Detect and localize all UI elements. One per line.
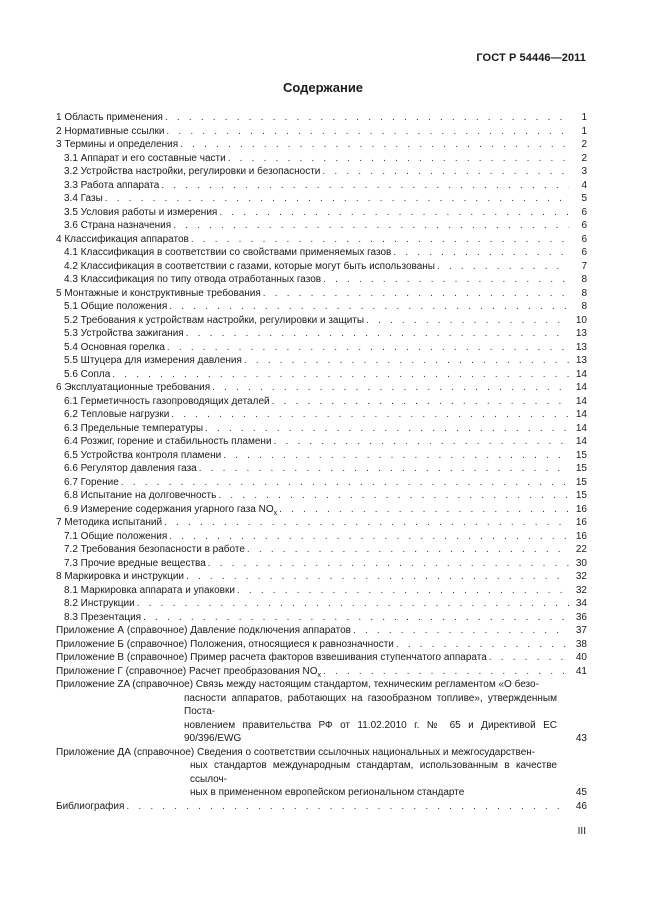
toc-entry[interactable]	[56, 260, 587, 274]
dot-leader	[165, 111, 569, 125]
toc-entry[interactable]	[56, 638, 587, 652]
toc-entry-label: 6.7 Горение	[64, 476, 119, 488]
toc-entry[interactable]	[56, 516, 587, 530]
toc-entry-label: 2 Нормативные ссылки	[56, 125, 165, 137]
toc-entry-page: 34	[575, 598, 587, 609]
toc-entry[interactable]	[56, 476, 587, 490]
toc-entry-page: 14	[575, 368, 587, 380]
toc-entry-label: 5.2 Требования к устройствам настройки, регулировки и защиты	[64, 314, 365, 326]
dot-leader	[169, 300, 569, 314]
toc-entry-label: 3.5 Условия работы и измерения	[64, 206, 218, 218]
dot-leader	[437, 260, 569, 274]
toc-entry[interactable]	[56, 179, 587, 193]
toc-entry[interactable]	[56, 219, 587, 233]
dot-leader	[393, 246, 569, 260]
toc-entry-page: 41	[575, 665, 587, 677]
toc-entry-label	[56, 746, 571, 800]
toc-entry[interactable]	[56, 489, 587, 503]
toc-entry-label: 5.6 Сопла	[64, 368, 111, 380]
dot-leader	[121, 476, 569, 490]
toc-entry-page: 13	[575, 355, 587, 366]
toc-entry-label: 6.3 Предельные температуры	[64, 422, 204, 434]
toc-entry[interactable]	[56, 624, 587, 638]
toc-entry-page: 8	[581, 301, 587, 312]
dot-leader	[143, 611, 569, 625]
toc-entry-page: 4	[581, 179, 587, 191]
toc-entry-page: 16	[575, 503, 587, 515]
toc-entry-page: 1	[581, 112, 587, 123]
dot-leader	[223, 449, 569, 463]
toc-entry[interactable]	[56, 341, 587, 355]
dot-leader	[323, 273, 569, 287]
toc-entry[interactable]	[56, 138, 587, 152]
toc-entry-label: 7.1 Общие положения	[64, 530, 168, 542]
dot-leader	[396, 638, 569, 652]
dot-leader	[180, 138, 569, 152]
toc-entry[interactable]	[56, 246, 587, 260]
dot-leader	[323, 665, 569, 679]
toc-entry-page: 15	[575, 476, 587, 488]
toc-entry-label: 6.5 Устройства контроля пламени	[64, 449, 222, 461]
toc-entry-label: 4.2 Классификация в соответствии с газами, которые могут быть использованы	[64, 260, 435, 272]
dot-leader	[112, 368, 569, 382]
toc-entry-label: Приложение В (справочное) Пример расчета факторов взвешивания ступенчатого аппарата	[56, 652, 487, 663]
toc-entry-page: 10	[575, 314, 587, 326]
toc-entry[interactable]	[56, 381, 587, 395]
toc-entry[interactable]	[56, 300, 587, 314]
toc-entry-page: 32	[575, 584, 587, 596]
toc-entry[interactable]	[56, 422, 587, 436]
toc-entry-label: 8 Маркировка и инструкции	[56, 571, 185, 582]
dot-leader	[167, 341, 569, 355]
toc-entry[interactable]	[56, 503, 587, 517]
toc-entry[interactable]	[56, 570, 587, 584]
toc-entry-label: 5.3 Устройства зажигания	[64, 328, 184, 339]
dot-leader	[228, 152, 569, 166]
toc-entry-page: 2	[581, 139, 587, 150]
toc-entry-page: 46	[575, 800, 587, 812]
toc-entry-page: 38	[575, 638, 587, 650]
dot-leader	[219, 206, 569, 220]
toc-entry[interactable]	[56, 597, 587, 611]
toc-entry-page: 3	[581, 166, 587, 177]
toc-entry-label: 3.6 Страна назначения	[64, 220, 172, 231]
dot-leader	[137, 597, 569, 611]
toc-entry-label: 5.1 Общие положения	[64, 301, 168, 312]
toc-entry[interactable]	[56, 530, 587, 544]
toc-entry-page: 14	[575, 409, 587, 420]
toc-entry[interactable]	[56, 192, 587, 206]
toc-entry-label: 3.4 Газы	[64, 193, 103, 204]
toc-entry-label: 8.3 Презентация	[64, 611, 142, 623]
toc-entry-label: 6.8 Испытание на долговечность	[64, 490, 217, 501]
document-header: ГОСТ Р 54446—2011	[476, 52, 586, 64]
toc-entry-page: 15	[575, 463, 587, 474]
toc-entry[interactable]	[56, 233, 587, 247]
toc-entry-label: 5 Монтажные и конструктивные требования	[56, 287, 261, 299]
toc-entry-page: 6	[581, 206, 587, 218]
toc-entry-page: 6	[581, 247, 587, 258]
toc-entry-label: 6.1 Герметичность газопроводящих деталей	[64, 395, 270, 407]
toc-entry-page: 15	[575, 449, 587, 461]
toc-entry[interactable]	[56, 462, 587, 476]
page-number: III	[577, 826, 586, 837]
toc-entry-label: 6.4 Розжиг, горение и стабильность пламени	[64, 436, 272, 447]
toc-entry-label	[56, 678, 571, 746]
toc-entry-label: 3.1 Аппарат и его составные части	[64, 152, 226, 164]
toc-entry-page: 8	[581, 287, 587, 299]
toc-entry-page: 30	[575, 557, 587, 569]
toc-entry-label: 6.2 Тепловые нагрузки	[64, 409, 170, 420]
toc-entry-label: 6 Эксплуатационные требования	[56, 382, 211, 393]
toc-entry-page: 36	[575, 611, 587, 623]
toc-entry-page: 15	[575, 490, 587, 501]
toc-entry-label: 5.5 Штуцера для измерения давления	[64, 355, 242, 366]
dot-leader	[166, 125, 569, 139]
dot-leader	[169, 530, 569, 544]
toc-entry[interactable]	[56, 395, 587, 409]
dot-leader	[353, 624, 569, 638]
toc-entry-page: 14	[575, 436, 587, 447]
toc-entry-line: пасности аппаратов, работающих на газообразном топливе», утвержденным Поста-	[184, 692, 557, 717]
dot-leader	[171, 408, 569, 422]
toc-entry-page: 22	[575, 544, 587, 555]
toc-entry-page: 14	[575, 395, 587, 407]
toc-entry[interactable]	[56, 435, 587, 449]
dot-leader	[247, 543, 569, 557]
dot-leader	[205, 422, 569, 436]
page-title: Содержание	[282, 80, 364, 95]
dot-leader	[161, 179, 569, 193]
toc-entry-label: Приложение А (справочное) Давление подключения аппаратов	[56, 625, 351, 636]
toc-entry-multiline[interactable]	[56, 746, 587, 800]
toc-entry[interactable]	[56, 611, 587, 625]
toc-entry[interactable]	[56, 543, 587, 557]
toc-entry-label: 7 Методика испытаний	[56, 517, 163, 528]
toc-entry[interactable]	[56, 327, 587, 341]
toc-entry-page: 16	[575, 530, 587, 542]
dot-leader	[105, 192, 569, 206]
toc-entry[interactable]	[56, 152, 587, 166]
toc-entry-label: 4.3 Классификация по типу отвода отработанных газов	[64, 274, 322, 285]
toc-entry-page: 6	[581, 233, 587, 245]
dot-leader	[126, 800, 569, 814]
dot-leader	[164, 516, 569, 530]
dot-leader	[218, 489, 569, 503]
toc-entry-label: 1 Область применения	[56, 112, 163, 123]
toc-entry-label: 4.1 Классификация в соответствии со свойствами применяемых газов	[64, 247, 392, 258]
toc-entry-label: 7.3 Прочие вредные вещества	[64, 557, 206, 569]
toc-entry-label: 6.9 Измерение содержания угарного газа $NO_x$	[64, 503, 278, 517]
toc-entry-page: 45	[575, 787, 587, 798]
toc-entry-label: 8.1 Маркировка аппарата и упаковки	[64, 584, 235, 596]
toc-entry[interactable]	[56, 314, 587, 328]
toc-entry-line: Приложение ДА (справочное) Сведения о соответствии ссылочных национальных и межгосударствен-	[56, 746, 536, 758]
toc-entry-line: новлением правительства РФ от 11.02.2010 г. № 65 и Директивой ЕС 90/396/EWG	[184, 719, 557, 744]
toc-entry[interactable]	[56, 800, 587, 814]
toc-entry-multiline[interactable]	[56, 678, 587, 746]
toc-entry[interactable]	[56, 206, 587, 220]
toc-entry-page: 37	[575, 625, 587, 636]
dot-leader	[244, 354, 569, 368]
toc-entry[interactable]	[56, 408, 587, 422]
dot-leader	[199, 462, 569, 476]
toc-entry-label: 8.2 Инструкции	[64, 598, 135, 609]
toc-entry-line: ных стандартов международным стандартам, использованным в качестве ссылоч-	[190, 760, 557, 785]
dot-leader	[274, 435, 569, 449]
toc-entry-page: 5	[581, 193, 587, 204]
toc-entry[interactable]	[56, 273, 587, 287]
toc-entry-page: 14	[575, 382, 587, 393]
toc-entry-label: 3.2 Устройства настройки, регулировки и безопасности	[64, 166, 321, 177]
toc-entry[interactable]	[56, 665, 587, 679]
toc-entry-page: 43	[575, 733, 587, 744]
dot-leader	[186, 327, 569, 341]
toc-entry[interactable]	[56, 165, 587, 179]
toc-entry-page: 32	[575, 571, 587, 582]
subscript: x	[273, 509, 278, 517]
toc-entry-line: ных в примененном европейском региональном стандарте	[190, 787, 465, 798]
toc-entry[interactable]	[56, 557, 587, 571]
toc-entry-page: 13	[575, 341, 587, 353]
dot-leader	[322, 165, 569, 179]
toc-entry-label: 4 Классификация аппаратов	[56, 233, 189, 245]
dot-leader	[279, 503, 569, 517]
subscript: x	[317, 671, 322, 679]
dot-leader	[191, 233, 569, 247]
toc-entry[interactable]	[56, 111, 587, 125]
toc-entry-page: 6	[581, 220, 587, 231]
toc-entry[interactable]	[56, 584, 587, 598]
toc-entry-page: 2	[581, 152, 587, 164]
toc-entry-label: 5.4 Основная горелка	[64, 341, 165, 353]
toc-entry[interactable]	[56, 354, 587, 368]
toc-entry-label: Библиография	[56, 800, 125, 812]
dot-leader	[263, 287, 569, 301]
toc-entry[interactable]	[56, 368, 587, 382]
toc-entry-page: 1	[581, 125, 587, 137]
dot-leader	[237, 584, 569, 598]
toc-entry-page: 40	[575, 652, 587, 663]
toc-entry-label: 3.3 Работа аппарата	[64, 179, 160, 191]
toc-entry-label: Приложение Г (справочное) Расчет преобразования $NO_x$	[56, 665, 322, 679]
toc-entry-page: 13	[575, 328, 587, 339]
dot-leader	[272, 395, 569, 409]
dot-leader	[212, 381, 569, 395]
dot-leader	[489, 651, 569, 665]
toc-entry-label: 7.2 Требования безопасности в работе	[64, 544, 245, 555]
toc-entry[interactable]	[56, 287, 587, 301]
dot-leader	[208, 557, 569, 571]
dot-leader	[186, 570, 569, 584]
toc-entry-label: 3 Термины и определения	[56, 139, 179, 150]
toc-entry-page: 7	[581, 260, 587, 272]
toc-entry-line: Приложение ZA (справочное) Связь между настоящим стандартом, техническим регламентом «О безо-	[56, 679, 539, 690]
toc-entry-page: 14	[575, 422, 587, 434]
toc-entry-label: Приложение Б (справочное) Положения, относящиеся к равнозначности	[56, 638, 394, 650]
dot-leader	[366, 314, 569, 328]
toc-entry-label: 6.6 Регулятор давления газа	[64, 463, 197, 474]
dot-leader	[173, 219, 569, 233]
toc-entry[interactable]	[56, 125, 587, 139]
toc-entry-page: 8	[581, 274, 587, 285]
toc-entry[interactable]	[56, 449, 587, 463]
toc-entry[interactable]	[56, 651, 587, 665]
toc-entry-page: 16	[575, 517, 587, 528]
table-of-contents	[56, 111, 587, 813]
